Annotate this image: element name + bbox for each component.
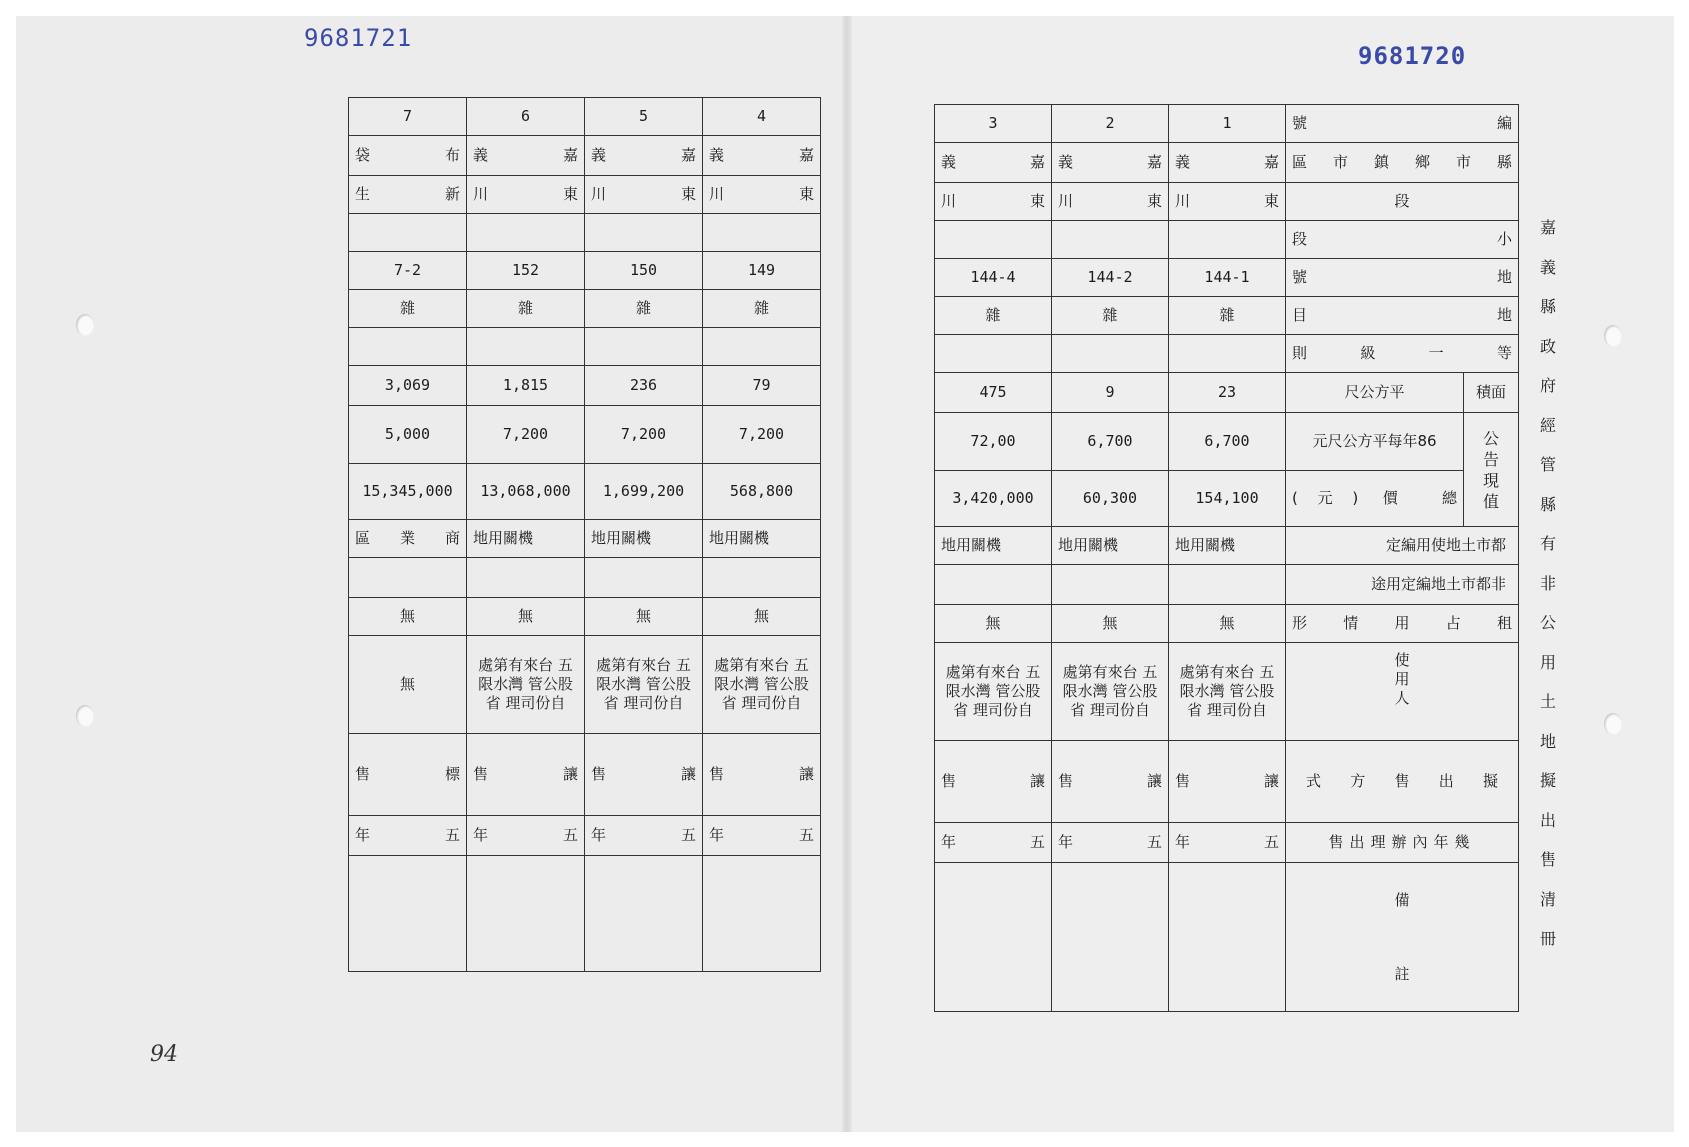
cell-total: 15,345,000 [349,464,467,520]
cell-subsection [1052,221,1169,259]
cell-subsection [585,214,703,252]
row-user [349,636,821,734]
row-non-zoning [935,565,1519,605]
row-grade [935,335,1519,373]
book-gutter [842,16,852,1132]
cell-land-use: 雜 [1052,297,1169,335]
cell-non-zoning [703,558,821,598]
cell-value: 7,200 [585,406,703,464]
header-section: 段 [1286,183,1519,221]
cell-county: 義 嘉 [585,136,703,176]
cell-area: 3,069 [349,366,467,406]
cell-occupancy: 無 [1052,605,1169,643]
row-occupancy [349,598,821,636]
row-section [349,176,821,214]
cell-method: 售 讓 [1169,741,1286,823]
cell-period: 年 五 [585,816,703,856]
cell-land-use: 雜 [1169,297,1286,335]
row-lot [349,252,821,290]
cell-period: 年 五 [935,823,1052,863]
cell-section: 川 東 [585,176,703,214]
row-value [349,406,821,464]
header-value-unit: 元尺公方平每年86 [1286,413,1464,471]
row-total [349,464,821,520]
punch-hole [76,314,94,336]
cell-zoning: 地用關機 [1052,527,1169,565]
cell-user: 處第有來台 五限水灣 管公股省 理司份自 [467,636,585,734]
cell-section: 川 東 [1052,183,1169,221]
cell-number: 2 [1052,105,1169,143]
cell-number: 1 [1169,105,1286,143]
cell-number: 5 [585,98,703,136]
header-non-zoning: 途用定編地土市都非 [1286,565,1519,605]
cell-number: 6 [467,98,585,136]
cell-remark [585,856,703,972]
cell-method: 售 讓 [585,734,703,816]
header-method: 式 方 售 出 擬 [1286,741,1519,823]
cell-value: 6,700 [1169,413,1286,471]
cell-land-use: 雜 [703,290,821,328]
cell-area: 1,815 [467,366,585,406]
cell-occupancy: 無 [349,598,467,636]
cell-zoning: 地用關機 [585,520,703,558]
cell-remark [703,856,821,972]
cell-period: 年 五 [349,816,467,856]
stamp-number-right: 9681720 [1358,42,1467,70]
cell-zoning: 區 業 商 [349,520,467,558]
cell-user: 處第有來台 五限水灣 管公股省 理司份自 [1169,643,1286,741]
header-number: 號 編 [1286,105,1519,143]
row-subsection [349,214,821,252]
cell-non-zoning [585,558,703,598]
cell-grade [1169,335,1286,373]
cell-county: 袋 布 [349,136,467,176]
cell-period: 年 五 [467,816,585,856]
cell-value: 7,200 [703,406,821,464]
row-county [349,136,821,176]
cell-grade [703,328,821,366]
row-county [935,143,1519,183]
cell-county: 義 嘉 [935,143,1052,183]
header-value-label: 公告現值 [1464,413,1519,527]
cell-remark [467,856,585,972]
row-subsection [935,221,1519,259]
cell-subsection [1169,221,1286,259]
cell-period: 年 五 [1052,823,1169,863]
cell-grade [1052,335,1169,373]
cell-remark [935,863,1052,1012]
cell-section: 川 東 [935,183,1052,221]
row-total [935,471,1519,527]
cell-value: 72,00 [935,413,1052,471]
cell-section: 川 東 [703,176,821,214]
cell-lot: 152 [467,252,585,290]
cell-total: 1,699,200 [585,464,703,520]
cell-value: 5,000 [349,406,467,464]
cell-lot: 149 [703,252,821,290]
punch-hole [1604,713,1622,735]
cell-grade [585,328,703,366]
cell-occupancy: 無 [1169,605,1286,643]
row-number [349,98,821,136]
cell-non-zoning [935,565,1052,605]
cell-number: 7 [349,98,467,136]
cell-total: 13,068,000 [467,464,585,520]
cell-lot: 150 [585,252,703,290]
document-side-title: 嘉義縣政府經管縣有非公用土地擬出售清冊 [1539,218,1556,948]
cell-remark [1052,863,1169,1012]
cell-user: 處第有來台 五限水灣 管公股省 理司份自 [935,643,1052,741]
handwritten-page-number: 94 [150,1042,178,1067]
row-period [349,816,821,856]
cell-county: 義 嘉 [1169,143,1286,183]
row-number [935,105,1519,143]
cell-method: 售 讓 [935,741,1052,823]
cell-land-use: 雜 [935,297,1052,335]
cell-method: 售 讓 [703,734,821,816]
cell-land-use: 雜 [467,290,585,328]
cell-non-zoning [349,558,467,598]
row-value [935,413,1519,471]
row-zoning [349,520,821,558]
cell-subsection [349,214,467,252]
row-period [935,823,1519,863]
header-land-use: 目 地 [1286,297,1519,335]
cell-county: 義 嘉 [1052,143,1169,183]
cell-section: 川 東 [467,176,585,214]
row-lot [935,259,1519,297]
row-grade [349,328,821,366]
cell-zoning: 地用關機 [467,520,585,558]
header-zoning: 定編用使地土市都 [1286,527,1519,565]
cell-total: 3,420,000 [935,471,1052,527]
cell-grade [935,335,1052,373]
cell-method: 售 標 [349,734,467,816]
cell-user: 無 [349,636,467,734]
header-user: 使 用 人 [1286,643,1519,741]
stamp-number-left: 9681721 [304,24,413,52]
cell-occupancy: 無 [703,598,821,636]
cell-county: 義 嘉 [467,136,585,176]
cell-occupancy: 無 [467,598,585,636]
cell-non-zoning [1052,565,1169,605]
cell-section: 生 新 [349,176,467,214]
cell-occupancy: 無 [935,605,1052,643]
header-remark: 備 註 [1286,863,1519,1012]
header-area-unit: 尺公方平 [1286,373,1464,413]
cell-remark [1169,863,1286,1012]
row-section [935,183,1519,221]
cell-subsection [703,214,821,252]
cell-zoning: 地用關機 [1169,527,1286,565]
cell-lot: 144-4 [935,259,1052,297]
cell-method: 售 讓 [467,734,585,816]
cell-area: 23 [1169,373,1286,413]
header-area-label: 積面 [1464,373,1519,413]
cell-method: 售 讓 [1052,741,1169,823]
row-remark [935,863,1519,1012]
punch-hole [76,705,94,727]
cell-grade [467,328,585,366]
cell-area: 236 [585,366,703,406]
row-non-zoning [349,558,821,598]
cell-area: 9 [1052,373,1169,413]
cell-grade [349,328,467,366]
cell-number: 3 [935,105,1052,143]
header-grade: 則 級 一 等 [1286,335,1519,373]
cell-zoning: 地用關機 [703,520,821,558]
header-period: 售出理辦內年幾 [1286,823,1519,863]
header-value-total: (元) 價 總 [1286,471,1464,527]
cell-county: 義 嘉 [703,136,821,176]
row-user [935,643,1519,741]
cell-zoning: 地用關機 [935,527,1052,565]
cell-value: 7,200 [467,406,585,464]
header-county: 區 市 鎮 鄉 市 縣 [1286,143,1519,183]
cell-user: 處第有來台 五限水灣 管公股省 理司份自 [703,636,821,734]
punch-hole [1604,325,1622,347]
row-method [349,734,821,816]
row-land-use [349,290,821,328]
header-occupancy: 形 情 用 占 租 [1286,605,1519,643]
row-remark [349,856,821,972]
cell-remark [349,856,467,972]
land-ledger-table-right [934,104,1519,1012]
cell-total: 60,300 [1052,471,1169,527]
cell-user: 處第有來台 五限水灣 管公股省 理司份自 [585,636,703,734]
cell-occupancy: 無 [585,598,703,636]
cell-lot: 7-2 [349,252,467,290]
header-lot: 號 地 [1286,259,1519,297]
cell-non-zoning [467,558,585,598]
cell-user: 處第有來台 五限水灣 管公股省 理司份自 [1052,643,1169,741]
cell-number: 4 [703,98,821,136]
cell-area: 475 [935,373,1052,413]
cell-subsection [935,221,1052,259]
row-area [349,366,821,406]
cell-total: 154,100 [1169,471,1286,527]
row-land-use [935,297,1519,335]
row-zoning [935,527,1519,565]
cell-non-zoning [1169,565,1286,605]
cell-lot: 144-2 [1052,259,1169,297]
cell-land-use: 雜 [585,290,703,328]
cell-lot: 144-1 [1169,259,1286,297]
cell-total: 568,800 [703,464,821,520]
land-ledger-table-left [348,97,821,972]
cell-area: 79 [703,366,821,406]
cell-section: 川 東 [1169,183,1286,221]
row-occupancy [935,605,1519,643]
row-method [935,741,1519,823]
cell-land-use: 雜 [349,290,467,328]
cell-value: 6,700 [1052,413,1169,471]
cell-subsection [467,214,585,252]
header-subsection: 段 小 [1286,221,1519,259]
cell-period: 年 五 [703,816,821,856]
row-area [935,373,1519,413]
cell-period: 年 五 [1169,823,1286,863]
